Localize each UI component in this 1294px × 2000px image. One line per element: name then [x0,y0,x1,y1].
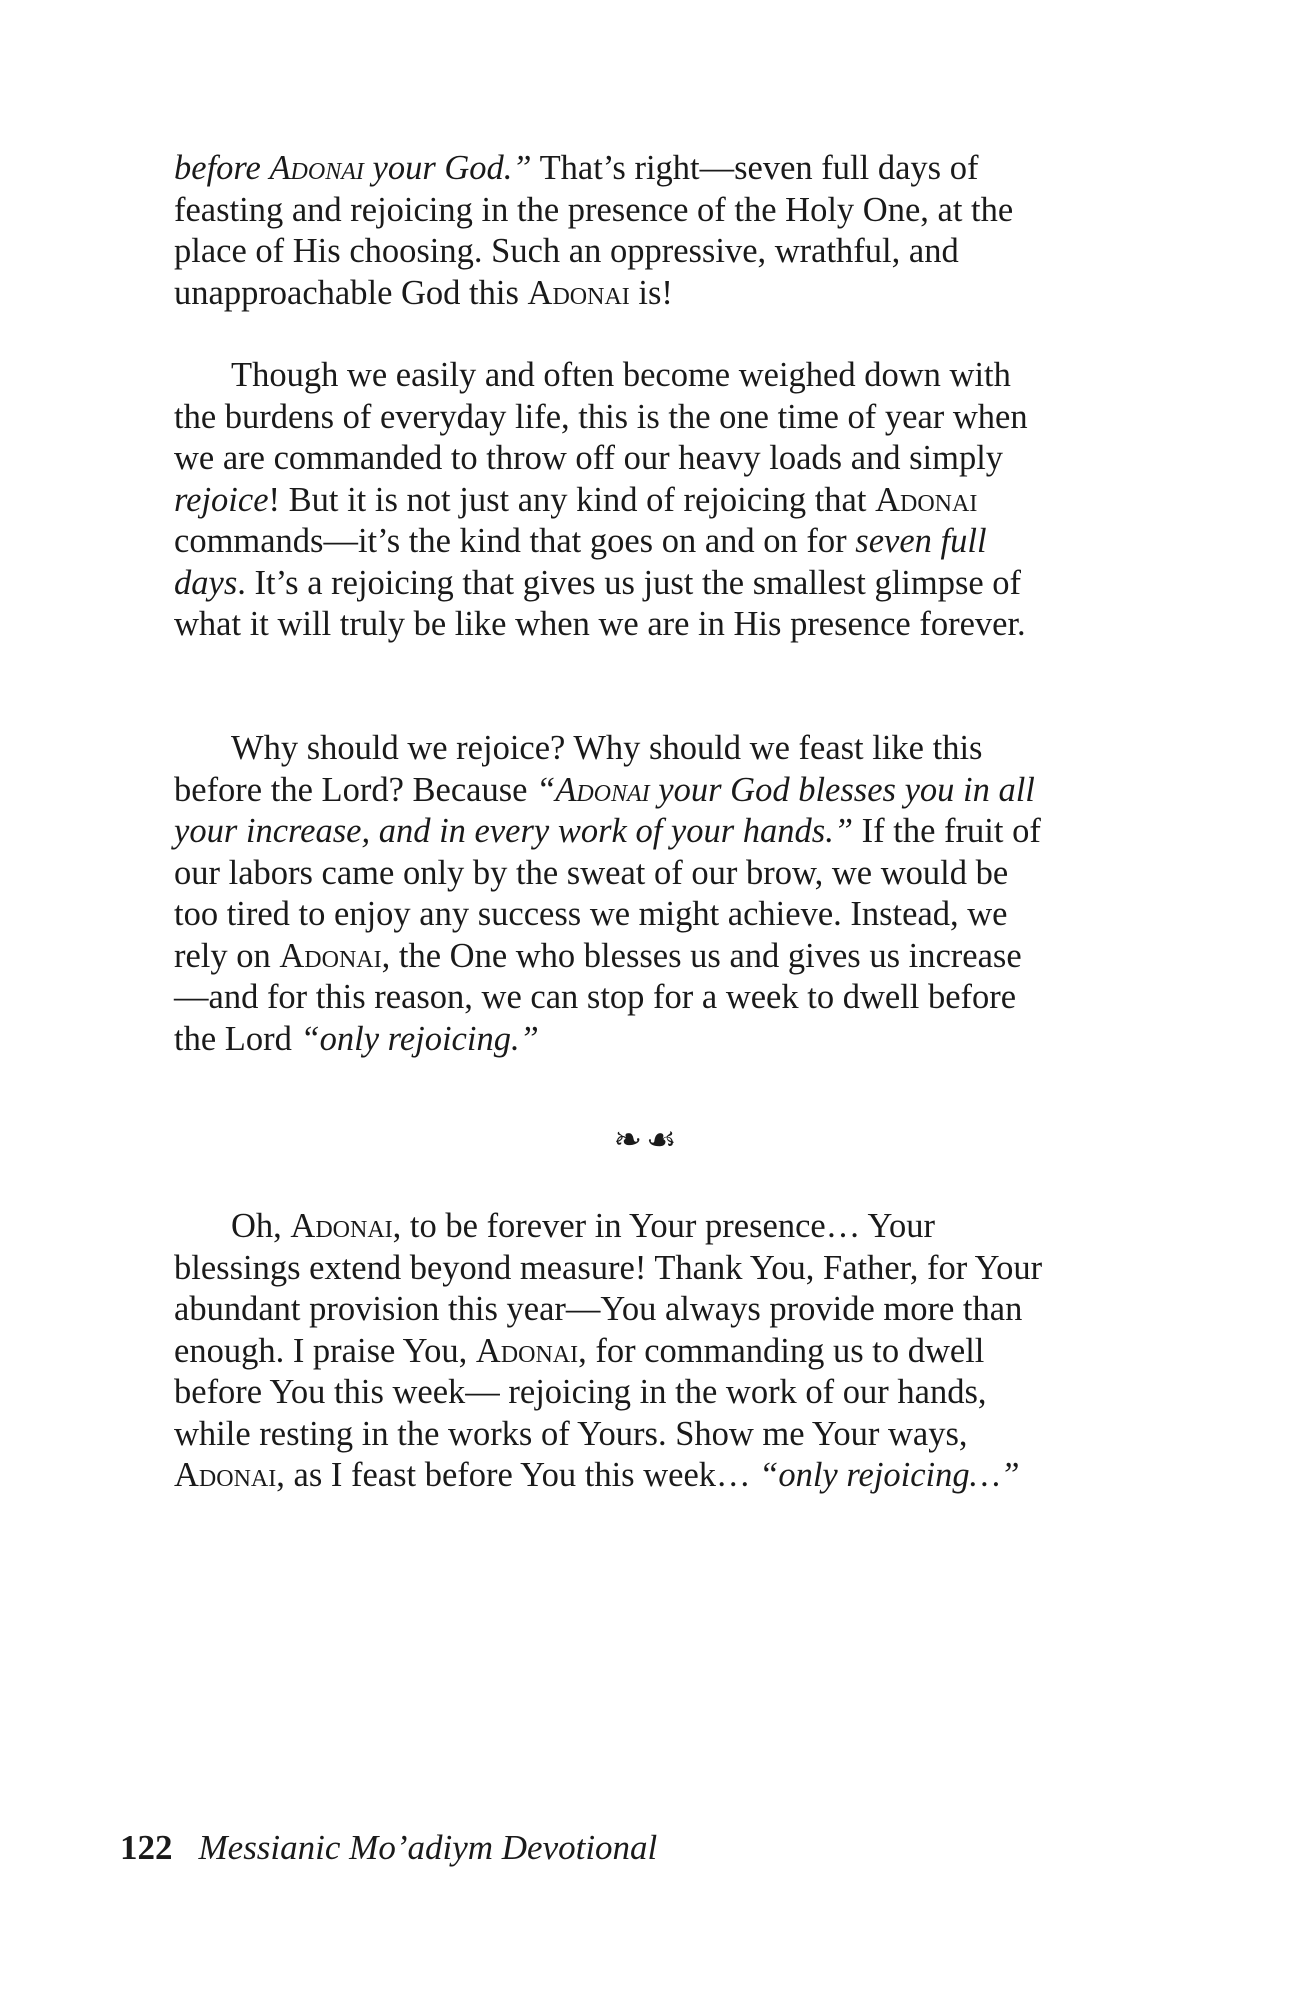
text-span: Though we easily and often become weighed down with the burdens of everyday life, this is the one time of year when we are commanded to throw off our heavy loads and simply [174,356,1028,477]
divine-name: Adonai [269,149,364,187]
page-footer [120,1828,657,1868]
divine-name: Adonai [555,770,650,809]
scripture-quote: “only rejoicing.” [300,1019,539,1058]
divine-name: Adonai [290,1207,393,1245]
paragraph-continued [174,148,1054,314]
text-span: That’s right—seven full days of feasting and rejoicing in the presence of the Holy One, at the place of His choosing. Such an oppressive, wrathful, and unapproachable God this [174,149,1014,312]
emphasis: rejoice [174,480,269,519]
text-span: If the fruit of our labors came only by the sweat of our brow, we would be too tired to enjoy any success we might achieve. Instead, we rely on [174,812,1041,975]
paragraph [174,728,1054,1060]
text-span: Why should we rejoice? Why should we feast like this before the Lord? Because [174,729,983,809]
quote-mark: “ [536,770,556,809]
emphasis: seven full days [174,522,987,602]
page-number: 122 [120,1828,173,1867]
text-span: commands—it’s the kind that goes on and on for [174,522,856,560]
text-span: , as I feast before You this week… [276,1456,760,1494]
divine-name: Adonai [527,273,630,312]
text-span: is! [629,273,673,312]
text-span: before [174,149,270,187]
scripture-quote: “only rejoicing…” [759,1456,1020,1494]
section-divider-ornament-icon: ❧☙ [613,1120,681,1160]
text-span: ! But it is not just any kind of rejoicing that [268,480,876,519]
text-span: , to be forever in Your presence… Your blessings extend beyond measure! Thank You, Father, for Your abundant provision this year—You always provide more than enough. I praise You, [174,1207,1043,1370]
text-span: . It’s a rejoicing that gives us just the smallest glimpse of what it will truly be like when we are in His presence forever. [174,563,1026,643]
divine-name: Adonai [875,480,978,519]
text-span: , for commanding us to dwell before You this week— rejoicing in the work of our hands, while resting in the works of Yours. Show me Your ways, [174,1331,987,1453]
text-span: Oh, [231,1207,291,1245]
divine-name: Adonai [475,1331,579,1370]
paragraph [174,355,1054,646]
scripture-quote: your God blesses you in all your increase, and in every work of your hands.” [174,770,1035,850]
divine-name: Adonai [174,1456,277,1494]
running-book-title: Messianic Mo’adiym Devotional [198,1828,658,1867]
prayer-paragraph [174,1206,1054,1497]
divine-name: Adonai [279,936,382,975]
text-span: , the One who blesses us and gives us increase—and for this reason, we can stop for a week to dwell before the Lord [174,936,1022,1058]
text-span: your God.” [363,149,532,187]
